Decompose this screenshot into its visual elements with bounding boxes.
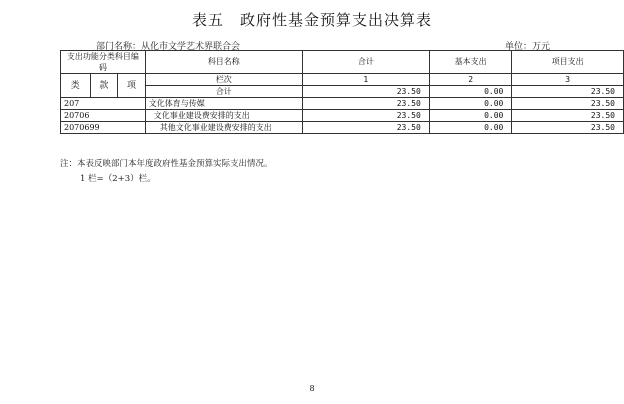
total-header: 合计 — [302, 51, 429, 74]
row-total: 23.50 — [302, 110, 429, 122]
column-index-row — [61, 74, 624, 86]
row-project: 23.50 — [512, 122, 624, 134]
total-row-total: 23.50 — [302, 86, 429, 98]
row-basic: 0.00 — [429, 122, 512, 134]
total-row-label: 合计 — [145, 86, 302, 98]
column-index-label: 栏次 — [145, 74, 302, 86]
column-index-total: 1 — [302, 74, 429, 86]
row-name: 文化体育与传媒 — [145, 98, 302, 110]
page-number: 8 — [309, 384, 315, 393]
row-basic: 0.00 — [429, 110, 512, 122]
total-row-basic: 0.00 — [429, 86, 512, 98]
row-code: 20706 — [61, 110, 146, 122]
table-note-formula: 1 栏=（2+3）栏。 — [80, 174, 156, 184]
row-total: 23.50 — [302, 98, 429, 110]
row-name: 其他文化事业建设费安排的支出 — [145, 122, 302, 134]
kuan-header: 款 — [90, 74, 118, 98]
row-code: 2070699 — [61, 122, 146, 134]
header-row-1 — [61, 51, 624, 74]
basic-header: 基本支出 — [429, 51, 512, 74]
page-title: 表五 政府性基金预算支出决算表 — [191, 11, 432, 29]
row-total: 23.50 — [302, 122, 429, 134]
column-index-basic: 2 — [429, 74, 512, 86]
table-row — [61, 122, 624, 134]
row-name: 文化事业建设费安排的支出 — [145, 110, 302, 122]
lei-header: 类 — [61, 74, 91, 98]
row-code: 207 — [61, 98, 146, 110]
department-label: 部门名称：从化市文学艺术界联合会 — [96, 42, 241, 52]
row-project: 23.50 — [512, 110, 624, 122]
row-project: 23.50 — [512, 98, 624, 110]
unit-label: 单位：万元 — [505, 42, 551, 52]
column-index-project: 3 — [512, 74, 624, 86]
table-note: 注：本表反映部门本年度政府性基金预算实际支出情况。 — [60, 159, 273, 169]
xiang-header: 项 — [118, 74, 146, 98]
total-row-project: 23.50 — [512, 86, 624, 98]
code-group-header: 支出功能分类科目编码 — [61, 51, 146, 74]
budget-table — [60, 50, 624, 134]
row-basic: 0.00 — [429, 98, 512, 110]
project-header: 项目支出 — [512, 51, 624, 74]
subject-name-header: 科目名称 — [145, 51, 302, 74]
table-row — [61, 110, 624, 122]
total-row — [61, 86, 624, 98]
table-row — [61, 98, 624, 110]
